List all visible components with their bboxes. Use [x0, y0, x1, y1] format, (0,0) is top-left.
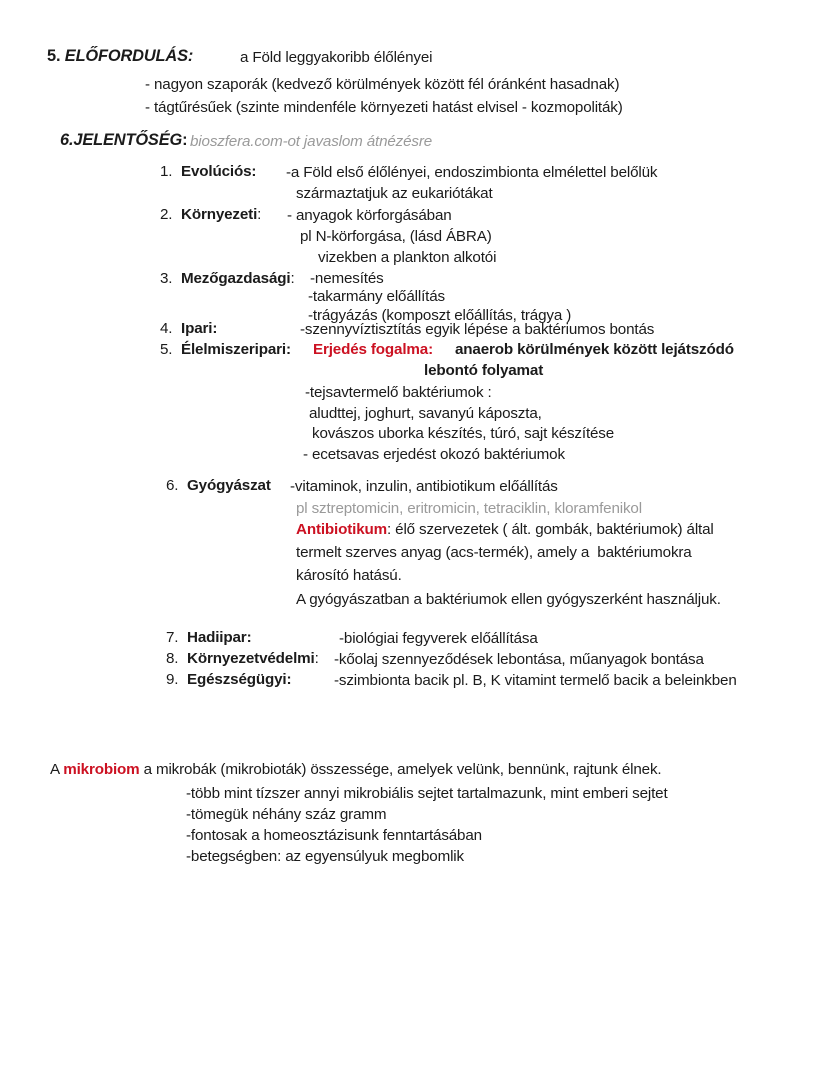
- item-1-number: 1.: [160, 163, 173, 180]
- item-6-definition-line-2: termelt szerves anyag (acs-termék), amely a baktériumokra: [296, 544, 692, 561]
- item-5-highlight-line2: lebontó folyamat: [424, 362, 544, 379]
- item-4-label: Ipari:: [181, 320, 218, 337]
- microbiom-term: mikrobiom: [63, 761, 140, 778]
- item-5-line-2: aludttej, joghurt, savanyú káposzta,: [309, 405, 542, 422]
- item-4-line-1: -szennyvíztisztítás egyik lépése a baktériumos bontás: [300, 321, 655, 338]
- item-6-definition-line-4: A gyógyászatban a baktériumok ellen gyógyszerként használjuk.: [296, 591, 721, 608]
- item-9-number: 9.: [166, 671, 179, 688]
- item-8-number: 8.: [166, 650, 179, 667]
- item-1-line-2: származtatjuk az eukariótákat: [296, 185, 493, 202]
- item-3-label: Mezőgazdasági: [181, 270, 291, 287]
- item-5-label: Élelmiszeripari:: [181, 341, 291, 358]
- item-6-number: 6.: [166, 477, 179, 494]
- section5-heading: [47, 48, 193, 64]
- microbiom-bullet-1: -több mint tízszer annyi mikrobiális sejtet tartalmazunk, mint emberi sejtet: [186, 785, 668, 802]
- item-4-number: 4.: [160, 320, 173, 337]
- item-5-number: 5.: [160, 341, 173, 358]
- item-5-line-1: -tejsavtermelő baktériumok :: [305, 384, 492, 401]
- microbiom-bullet-2: -tömegük néhány száz gramm: [186, 806, 387, 823]
- section6-note: bioszfera.com-ot javaslom átnézésre: [190, 133, 433, 150]
- item-1-label: Evolúciós:: [181, 163, 257, 180]
- item-5-line-3: kovászos uborka készítés, túró, sajt készítése: [312, 425, 615, 442]
- item-3-line-1: -nemesítés: [310, 270, 384, 287]
- microbiom-bullet-3: -fontosak a homeosztázisunk fenntartásában: [186, 827, 482, 844]
- item-9-label: Egészségügyi:: [187, 671, 292, 688]
- item-6-line-1: -vitaminok, inzulin, antibiotikum előállítás: [290, 478, 558, 495]
- item-6-definition-term: Antibiotikum: [296, 521, 388, 538]
- item-8-label: Környezetvédelmi: [187, 650, 315, 667]
- item-2-line-3: vizekben a plankton alkotói: [318, 249, 497, 266]
- item-8-label-wrap: [187, 651, 319, 666]
- item-6-label: Gyógyászat: [187, 477, 271, 494]
- item-6-gray-line: pl sztreptomicin, eritromicin, tetraciklin, kloramfenikol: [296, 500, 642, 517]
- item-1-line-1: -a Föld első élőlényei, endoszimbionta elmélettel belőlük: [286, 164, 658, 181]
- section6-title: JELENTŐSÉG: [73, 131, 183, 149]
- item-7-label: Hadiipar:: [187, 629, 252, 646]
- item-2-label-wrap: [181, 207, 261, 222]
- microbiom-lead-rest: a mikrobák (mikrobioták) összessége, amelyek velünk, bennünk, rajtunk élnek.: [139, 761, 662, 778]
- section5-bullet-1: - nagyon szaporák (kedvező körülmények között fél óránként hasadnak): [145, 76, 620, 93]
- item-7-number: 7.: [166, 629, 179, 646]
- item-7-line-1: -biológiai fegyverek előállítása: [339, 630, 538, 647]
- item-6-definition-line-1: [296, 522, 714, 537]
- item-6-definition-line-3: károsító hatású.: [296, 567, 402, 584]
- item-8-label-colon: :: [314, 650, 319, 667]
- item-2-label: Környezeti: [181, 206, 258, 223]
- item-5-highlight-rest: anaerob körülmények között lejátszódó: [455, 341, 734, 358]
- item-3-number: 3.: [160, 270, 173, 287]
- section6-colon: :: [182, 131, 188, 149]
- item-3-line-2: -takarmány előállítás: [308, 288, 445, 305]
- item-2-label-colon: :: [257, 206, 262, 223]
- item-5-line-4: - ecetsavas erjedést okozó baktériumok: [303, 446, 565, 463]
- microbiom-lead: [50, 762, 661, 777]
- item-2-number: 2.: [160, 206, 173, 223]
- section5-title: ELŐFORDULÁS:: [64, 47, 194, 65]
- item-8-line-1: -kőolaj szennyeződések lebontása, műanyagok bontása: [334, 651, 704, 668]
- section5-number: 5.: [47, 47, 61, 65]
- item-2-line-2: pl N-körforgása, (lásd ÁBRA): [300, 228, 492, 245]
- microbiom-lead-prefix: A: [50, 761, 64, 778]
- item-6-definition-rest: : élő szervezetek ( ált. gombák, baktériumok) által: [387, 521, 714, 538]
- item-9-line-1: -szimbionta bacik pl. B, K vitamint termelő bacik a beleinkben: [334, 672, 737, 689]
- microbiom-bullet-4: -betegségben: az egyensúlyuk megbomlik: [186, 848, 464, 865]
- item-3-label-wrap: [181, 271, 295, 286]
- section6-number: 6.: [60, 131, 74, 149]
- item-3-label-colon: :: [290, 270, 295, 287]
- section6-heading: [60, 132, 187, 148]
- section5-bullet-2: - tágtűrésűek (szinte mindenféle környezeti hatást elvisel - kozmopoliták): [145, 99, 623, 116]
- item-2-line-1: - anyagok körforgásában: [287, 207, 452, 224]
- section5-lead: a Föld leggyakoribb élőlényei: [240, 49, 433, 66]
- item-3-line-3: -trágyázás (komposzt előállítás, trágya ): [308, 307, 572, 324]
- item-5-highlight-term: Erjedés fogalma:: [313, 341, 433, 358]
